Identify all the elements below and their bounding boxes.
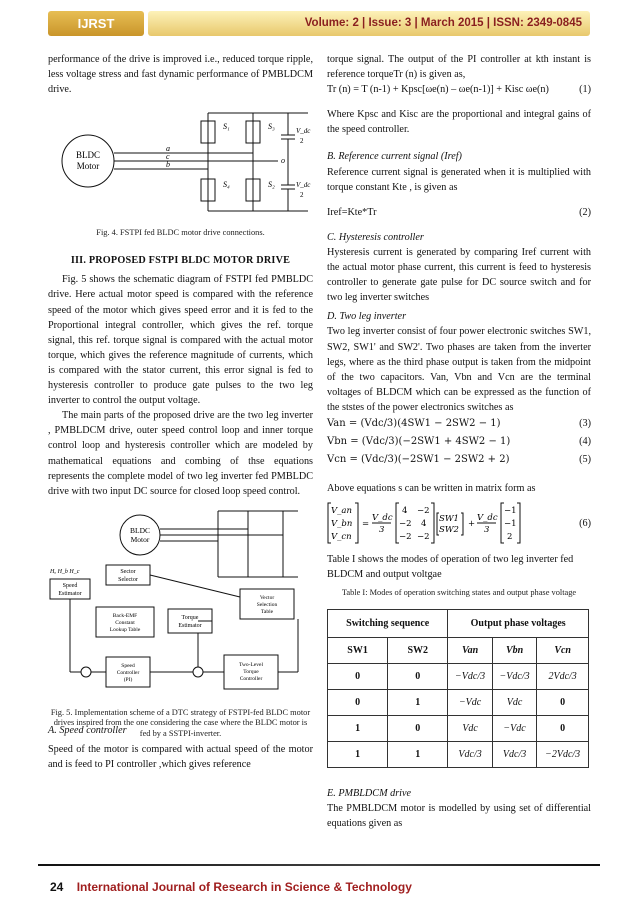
equation-5-number: (5) [579, 454, 591, 466]
figure-4 [48, 101, 313, 238]
paragraph: Speed of the motor is compared with actual speed of the motor and is feed to PI controller ,which gives reference [48, 743, 313, 770]
svg-text:2: 2 [300, 191, 304, 200]
table-col-header: Vbn [492, 637, 536, 663]
svg-text:b: b [166, 160, 170, 170]
svg-text:Motor: Motor [130, 534, 150, 544]
svg-text:3: 3 [379, 525, 385, 536]
paragraph-continuation: torque signal. The output of the PI controller at kth instant is reference torqueTr (n) is given as, [327, 54, 591, 81]
svg-text:(PI): (PI) [123, 676, 133, 683]
subsection-heading: C. Hysteresis controller [327, 231, 424, 243]
svg-text:S₁: S₁ [223, 122, 230, 132]
equation-1 [327, 82, 591, 97]
table-cell: −Vdc/3 [448, 663, 492, 689]
section-heading: III. PROPOSED FSTPI BLDC MOTOR DRIVE [70, 255, 291, 267]
table-cell: 1 [388, 741, 448, 767]
svg-text:SW2: SW2 [439, 525, 459, 536]
equation-1-text: Tr (n) = T (n-1) + Kpsc[ωe(n) – ωe(n-1)] + Kisc ωe(n) [327, 84, 549, 96]
left-column [48, 52, 313, 772]
svg-text:4: 4 [421, 519, 427, 530]
table-cell: 1 [388, 689, 448, 715]
svg-text:=: = [362, 519, 370, 530]
svg-text:−2: −2 [417, 506, 430, 517]
svg-text:S₃: S₃ [268, 122, 275, 132]
svg-text:Estimator: Estimator [58, 590, 82, 597]
equation-2-text: Iref=Kte*Tr [327, 206, 377, 218]
page-number: 24 [50, 880, 64, 894]
svg-text:Constant: Constant [115, 619, 135, 626]
paragraph: The PMBLDCM motor is modelled by using set of differential equations given as [327, 802, 591, 829]
table-cell: 0 [537, 715, 589, 741]
equation-3-text: Van = (Vdc/3)(4SW1 − 2SW2 − 1) [327, 418, 501, 430]
table-row [328, 715, 589, 741]
svg-text:Table: Table [260, 608, 274, 615]
dtc-scheme-diagram [48, 507, 313, 703]
svg-text:Estimator: Estimator [178, 622, 202, 629]
table-group-header: Output phase voltages [448, 609, 589, 637]
svg-text:Controller: Controller [239, 675, 263, 682]
equation-1-number: (1) [579, 84, 591, 96]
paragraph: The main parts of the proposed drive are the two leg inverter , PMBLDCM drive, outer speed control loop and inner torque control loop and hysteresis controller which are modeled by mathematical equations and combing of thse equations represents the complete model of two leg inverter fed PMBLDC drive with two input DC source for closed loop speed control. [48, 410, 313, 497]
svg-text:V_cn: V_cn [331, 532, 352, 543]
table-cell: −2Vdc/3 [537, 741, 589, 767]
equation-2 [327, 205, 591, 220]
svg-text:Lookup Table: Lookup Table [109, 626, 141, 633]
volume-info: Volume: 2 | Issue: 3 | March 2015 | ISSN: 2349-0845 [148, 11, 590, 36]
table-cell: 1 [328, 715, 388, 741]
equation-5 [327, 451, 591, 469]
svg-text:−1: −1 [504, 519, 517, 530]
svg-text:c: c [166, 152, 170, 162]
svg-text:−1: −1 [504, 506, 517, 517]
table-cell: Vdc/3 [492, 741, 536, 767]
svg-text:Selector: Selector [118, 576, 138, 583]
equation-5-text: Vcn = (Vdc/3)(−2SW1 − 2SW2 + 2) [327, 454, 510, 466]
svg-text:V_dc: V_dc [296, 181, 311, 190]
paragraph: Reference current signal is generated when it is multiplied with torque constant Kte , is given as [327, 166, 591, 193]
paragraph: Where Kpsc and Kisc are the proportional and integral gains of the speed controller. [327, 109, 591, 136]
paragraph: Table I shows the modes of operation of two leg inverter fed BLDCM and output voltgae [327, 554, 574, 581]
svg-text:2: 2 [507, 532, 513, 543]
right-column [327, 52, 591, 831]
svg-text:V_dc: V_dc [372, 513, 393, 524]
subsection-heading: A. Speed controller [48, 724, 127, 736]
svg-text:Speed: Speed [121, 662, 135, 669]
table-cell: Vdc [448, 715, 492, 741]
paragraph-continuation: performance of the drive is improved i.e., reduced torque ripple, less voltage stress and fast dynamic performance of PMBLDCM drive. [48, 54, 313, 96]
svg-text:V_dc: V_dc [296, 127, 311, 136]
equation-6 [327, 500, 591, 546]
table-cell: −Vdc/3 [492, 663, 536, 689]
table-cell: 0 [328, 663, 388, 689]
paragraph: Two leg inverter consist of four power electronic switches SW1, SW2, SW1' and SW2'. Two phases are taken from the inverter legs, where as the third phase output is taken from the midpoint of the two capacitors. Van, Vbn and Vcn are the terminal voltages of BLDCM which can be expressed as the function of the ststes of the power electronics switches as [327, 326, 591, 413]
table-cell: −Vdc [492, 715, 536, 741]
svg-text:Motor: Motor [76, 161, 100, 172]
paragraph: Hysteresis current is generated by comparing Iref current with the actual motor phase current, this current is feed to hysteresis controller to generate gate pulse for DC source switch and for two leg inverter switches [327, 246, 591, 304]
table-col-header: Van [448, 637, 492, 663]
svg-text:BLDC: BLDC [75, 150, 101, 161]
paragraph: Fig. 5 shows the schematic diagram of FSTPI fed PMBLDC drive. Here actual motor speed is compared with the reference speed of the motor which gives speed error and it is fed to the Proportional integral controller, which gives the ref. torque signal, this ref. torque signal is compared with the actual motor torque, which gives the reference magnitude of currents, which is compared with the stator current, this error signal is fed to hysteresis controller to produce gate pulses to the two leg inverter to control the output voltage. [48, 274, 313, 407]
svg-text:2: 2 [300, 137, 304, 146]
journal-tab: IJRST [48, 11, 144, 36]
svg-text:V_dc: V_dc [477, 513, 498, 524]
subsection-heading: D. Two leg inverter [327, 311, 407, 323]
modes-table [327, 609, 589, 768]
svg-text:Selection: Selection [256, 601, 278, 608]
equation-4-number: (4) [579, 436, 591, 448]
svg-text:+: + [468, 519, 476, 530]
table-row [328, 689, 589, 715]
svg-text:Speed: Speed [62, 582, 78, 589]
page-header [48, 11, 590, 36]
table-cell: 1 [328, 741, 388, 767]
svg-text:−2: −2 [399, 519, 412, 530]
table-cell: 0 [388, 715, 448, 741]
svg-text:V_bn: V_bn [331, 519, 353, 530]
svg-text:Hₐ H_b H_c: Hₐ H_b H_c [50, 568, 80, 575]
fstpi-circuit-diagram [48, 101, 313, 219]
table-cell: −Vdc [448, 689, 492, 715]
figure-5-caption: Fig. 5. Implementation scheme of a DTC strategy of FSTPI-fed BLDC motor drives inspired from the one considering the case where the BLDC motor is fed by a SSTPI-inverter. [50, 707, 311, 738]
table-cell: Vdc [492, 689, 536, 715]
svg-text:o: o [281, 156, 285, 166]
table-group-header: Switching sequence [328, 609, 448, 637]
svg-text:Vector: Vector [259, 594, 275, 601]
matrix-equation [327, 501, 547, 545]
table-col-header: SW1 [328, 637, 388, 663]
figure-4-caption: Fig. 4. FSTPI fed BLDC motor drive connections. [96, 228, 265, 238]
svg-text:−2: −2 [399, 532, 412, 543]
table-col-header: Vcn [537, 637, 589, 663]
svg-text:SW1: SW1 [439, 514, 459, 525]
table-cell: 2Vdc/3 [537, 663, 589, 689]
equation-6-number: (6) [579, 517, 591, 529]
journal-name: International Journal of Research in Science & Technology [76, 880, 412, 894]
table-caption: Table I: Modes of operation switching states and output phase voltage [341, 588, 577, 598]
equation-4 [327, 433, 591, 451]
svg-text:Sector: Sector [120, 568, 136, 575]
svg-text:−2: −2 [417, 532, 430, 543]
paragraph: Above equations s can be written in matrix form as [327, 482, 536, 494]
svg-text:S₄: S₄ [223, 180, 230, 190]
equation-4-text: Vbn = (Vdc/3)(−2SW1 + 4SW2 − 1) [327, 436, 511, 448]
table-row [328, 663, 589, 689]
svg-text:Torque: Torque [181, 614, 199, 621]
table-cell: 0 [328, 689, 388, 715]
svg-text:V_an: V_an [331, 506, 352, 517]
subsection-heading: E. PMBLDCM drive [327, 787, 412, 799]
svg-text:4: 4 [402, 506, 408, 517]
svg-text:Controller: Controller [116, 669, 140, 676]
svg-text:Two-Level: Two-Level [238, 661, 264, 668]
page-footer [50, 880, 412, 894]
svg-text:Back-EMF: Back-EMF [112, 612, 138, 619]
footer-divider [38, 864, 600, 866]
equation-3-number: (3) [579, 418, 591, 430]
table-cell: 0 [388, 663, 448, 689]
table-row [328, 741, 589, 767]
svg-text:Torque: Torque [243, 668, 259, 675]
subsection-heading: B. Reference current signal (Iref) [327, 151, 462, 163]
table-col-header: SW2 [388, 637, 448, 663]
equation-3 [327, 415, 591, 433]
equation-2-number: (2) [579, 206, 591, 218]
svg-text:3: 3 [484, 525, 490, 536]
table-cell: Vdc/3 [448, 741, 492, 767]
svg-text:S₂: S₂ [268, 180, 275, 190]
svg-text:a: a [166, 144, 170, 154]
svg-text:BLDC: BLDC [129, 525, 151, 535]
table-cell: 0 [537, 689, 589, 715]
